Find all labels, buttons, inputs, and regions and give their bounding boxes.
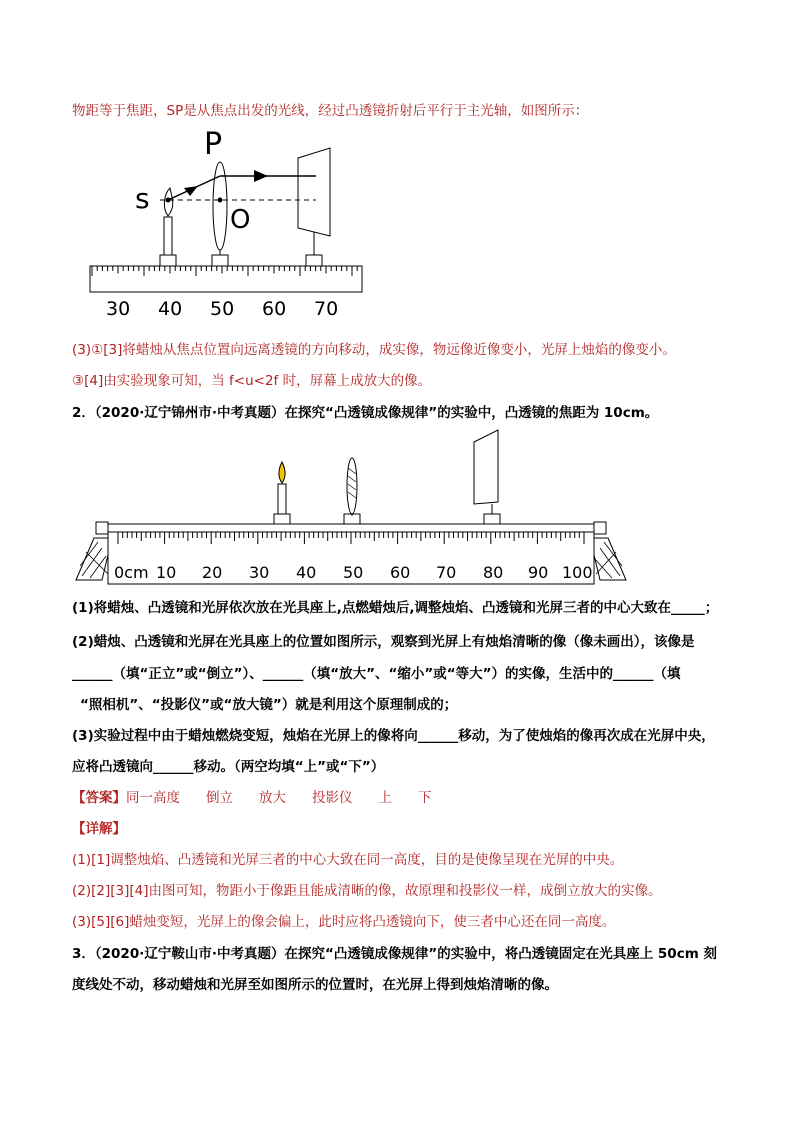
question-2-title: 2．（2020·辽宁锦州市·中考真题）在探究“凸透镜成像规律”的实验中，凸透镜的焦距为 10cm。 <box>72 405 659 421</box>
intro-text: 物距等于焦距，SP是从焦点出发的光线，经过凸透镜折射后平行于主光轴，如图所示： <box>72 103 589 119</box>
detail-3: (3)[5][6]蜡烛变短，光屏上的像会偏上，此时应将凸透镜向下，使三者中心还在同一高度。 <box>72 914 616 930</box>
label-p: P <box>204 128 223 162</box>
answer-tag: 【答案】 <box>72 790 126 806</box>
answer-3: 放大 <box>259 790 286 806</box>
q2-part-2-b: ______（填“正立”或“倒立”）、______（填“放大”、“缩小”或“等大”）的实像，生活中的______（填 <box>72 666 681 682</box>
answer-row <box>72 788 432 808</box>
fig2-tick-label-50: 50 <box>343 563 364 582</box>
q2-part-3-a: (3)实验过程中由于蜡烛燃烧变短，烛焰在光屏上的像将向______移动，为了使烛焰的像再次成在光屏中央， <box>72 728 715 744</box>
answer-4: 投影仪 <box>312 790 353 806</box>
question-3-line-2: 度线处不动，移动蜡烛和光屏至如图所示的位置时，在光屏上得到烛焰清晰的像。 <box>72 977 558 993</box>
q2-part-1: (1)将蜡烛、凸透镜和光屏依次放在光具座上,点燃蜡烛后,调整烛焰、凸透镜和光屏三者的中心大致在_____； <box>72 600 719 616</box>
question-3-line-1: 3．（2020·辽宁鞍山市·中考真题）在探究“凸透镜成像规律”的实验中，将凸透镜固定在光具座上 50cm 刻 <box>72 946 717 962</box>
fig2-tick-label-0: 0cm <box>114 563 149 582</box>
fig2-tick-label-40: 40 <box>296 563 317 582</box>
explanation-3-1: (3)①[3]将蜡烛从焦点位置向远离透镜的方向移动，成实像，物远像近像变小，光屏上烛焰的像变小。 <box>72 342 676 358</box>
q2-part-3-b: 应将凸透镜向______移动。（两空均填“上”或“下”） <box>72 759 385 775</box>
fig2-tick-label-10: 10 <box>156 563 177 582</box>
detail-2: (2)[2][3][4]由图可知，物距小于像距且能成清晰的像，故原理和投影仪一样，成倒立放大的实像。 <box>72 883 662 899</box>
answer-6: 下 <box>418 790 432 806</box>
figure-1-optical-bench <box>80 128 380 318</box>
fig1-tick-label-60: 60 <box>262 298 287 318</box>
fig2-tick-label-20: 20 <box>202 563 223 582</box>
answer-5: 上 <box>378 790 392 806</box>
fig1-tick-label-50: 50 <box>210 298 235 318</box>
answer-1: 同一高度 <box>126 790 180 806</box>
fig2-tick-label-90: 90 <box>528 563 549 582</box>
fig2-tick-label-60: 60 <box>390 563 411 582</box>
fig1-tick-label-40: 40 <box>158 298 183 318</box>
figure-2-optical-bench <box>72 428 642 588</box>
q2-part-2-a: (2)蜡烛、凸透镜和光屏在光具座上的位置如图所示，观察到光屏上有烛焰清晰的像（像未画出），该像是 <box>72 634 695 650</box>
detail-tag: 【详解】 <box>72 821 126 837</box>
fig1-tick-label-70: 70 <box>314 298 339 318</box>
fig2-tick-label-30: 30 <box>249 563 270 582</box>
label-s: s <box>135 182 150 215</box>
answer-2: 倒立 <box>206 790 233 806</box>
fig2-tick-label-100: 100 <box>562 563 593 582</box>
detail-1: (1)[1]调整烛焰、凸透镜和光屏三者的中心大致在同一高度，目的是使像呈现在光屏的中央。 <box>72 852 624 868</box>
label-o: O <box>230 205 251 235</box>
q2-part-2-c: “照相机”、“投影仪”或“放大镜”）就是利用这个原理制成的； <box>80 697 458 713</box>
fig2-tick-label-80: 80 <box>483 563 504 582</box>
explanation-3-3: ③[4]由实验现象可知，当 f<u<2f 时，屏幕上成放大的像。 <box>72 373 432 389</box>
fig1-tick-label-30: 30 <box>106 298 131 318</box>
fig2-tick-label-70: 70 <box>436 563 457 582</box>
